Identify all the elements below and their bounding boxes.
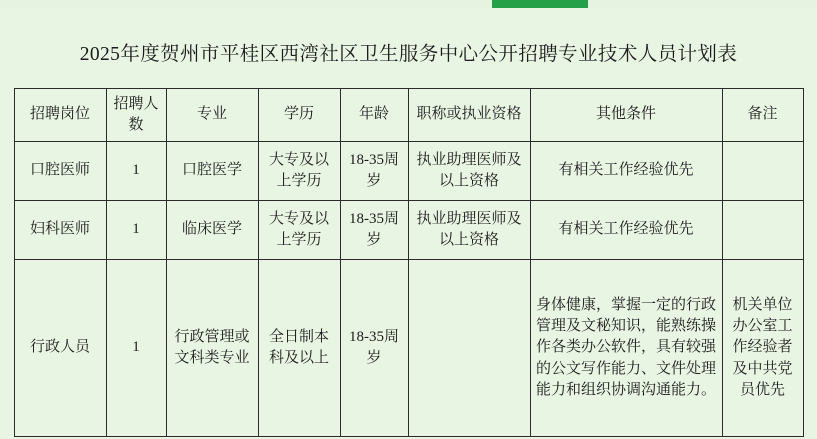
cell-age: 18-35周岁 xyxy=(340,142,408,201)
cell-other: 有相关工作经验优先 xyxy=(530,201,722,260)
column-header-remark: 备注 xyxy=(722,89,803,142)
table-header-row xyxy=(14,89,803,142)
cell-education: 大专及以上学历 xyxy=(258,201,340,260)
accent-tab xyxy=(492,0,588,8)
cell-remark xyxy=(722,142,803,201)
cell-number: 1 xyxy=(106,260,166,437)
cell-education: 全日制本科及以上 xyxy=(258,260,340,437)
column-header-post: 招聘岗位 xyxy=(14,89,106,142)
cell-major: 临床医学 xyxy=(166,201,258,260)
cell-major: 口腔医学 xyxy=(166,142,258,201)
cell-certificate: 执业助理医师及以上资格 xyxy=(408,142,530,201)
column-header-number: 招聘人数 xyxy=(106,89,166,142)
column-header-other: 其他条件 xyxy=(530,89,722,142)
cell-post: 口腔医师 xyxy=(14,142,106,201)
column-header-major: 专业 xyxy=(166,89,258,142)
cell-other: 有相关工作经验优先 xyxy=(530,142,722,201)
cell-certificate xyxy=(408,260,530,437)
recruitment-plan-table xyxy=(14,88,804,437)
cell-education: 大专及以上学历 xyxy=(258,142,340,201)
column-header-age: 年龄 xyxy=(340,89,408,142)
cell-major: 行政管理或文科类专业 xyxy=(166,260,258,437)
cell-number: 1 xyxy=(106,201,166,260)
cell-age: 18-35周岁 xyxy=(340,260,408,437)
cell-age: 18-35周岁 xyxy=(340,201,408,260)
table-row xyxy=(14,201,803,260)
column-header-certificate: 职称或执业资格 xyxy=(408,89,530,142)
top-strip xyxy=(0,0,817,8)
table-row xyxy=(14,142,803,201)
table-row xyxy=(14,260,803,437)
column-header-education: 学历 xyxy=(258,89,340,142)
cell-post: 行政人员 xyxy=(14,260,106,437)
page-title: 2025年度贺州市平桂区西湾社区卫生服务中心公开招聘专业技术人员计划表 xyxy=(79,44,738,65)
cell-remark xyxy=(722,201,803,260)
document-body xyxy=(0,8,817,439)
cell-other: 身体健康，掌握一定的行政管理及文秘知识，能熟练操作各类办公软件，具有较强的公文写作能力、文件处理能力和组织协调沟通能力。 xyxy=(530,260,722,437)
cell-certificate: 执业助理医师及以上资格 xyxy=(408,201,530,260)
cell-number: 1 xyxy=(106,142,166,201)
cell-remark: 机关单位办公室工作经验者及中共党员优先 xyxy=(722,260,803,437)
cell-post: 妇科医师 xyxy=(14,201,106,260)
